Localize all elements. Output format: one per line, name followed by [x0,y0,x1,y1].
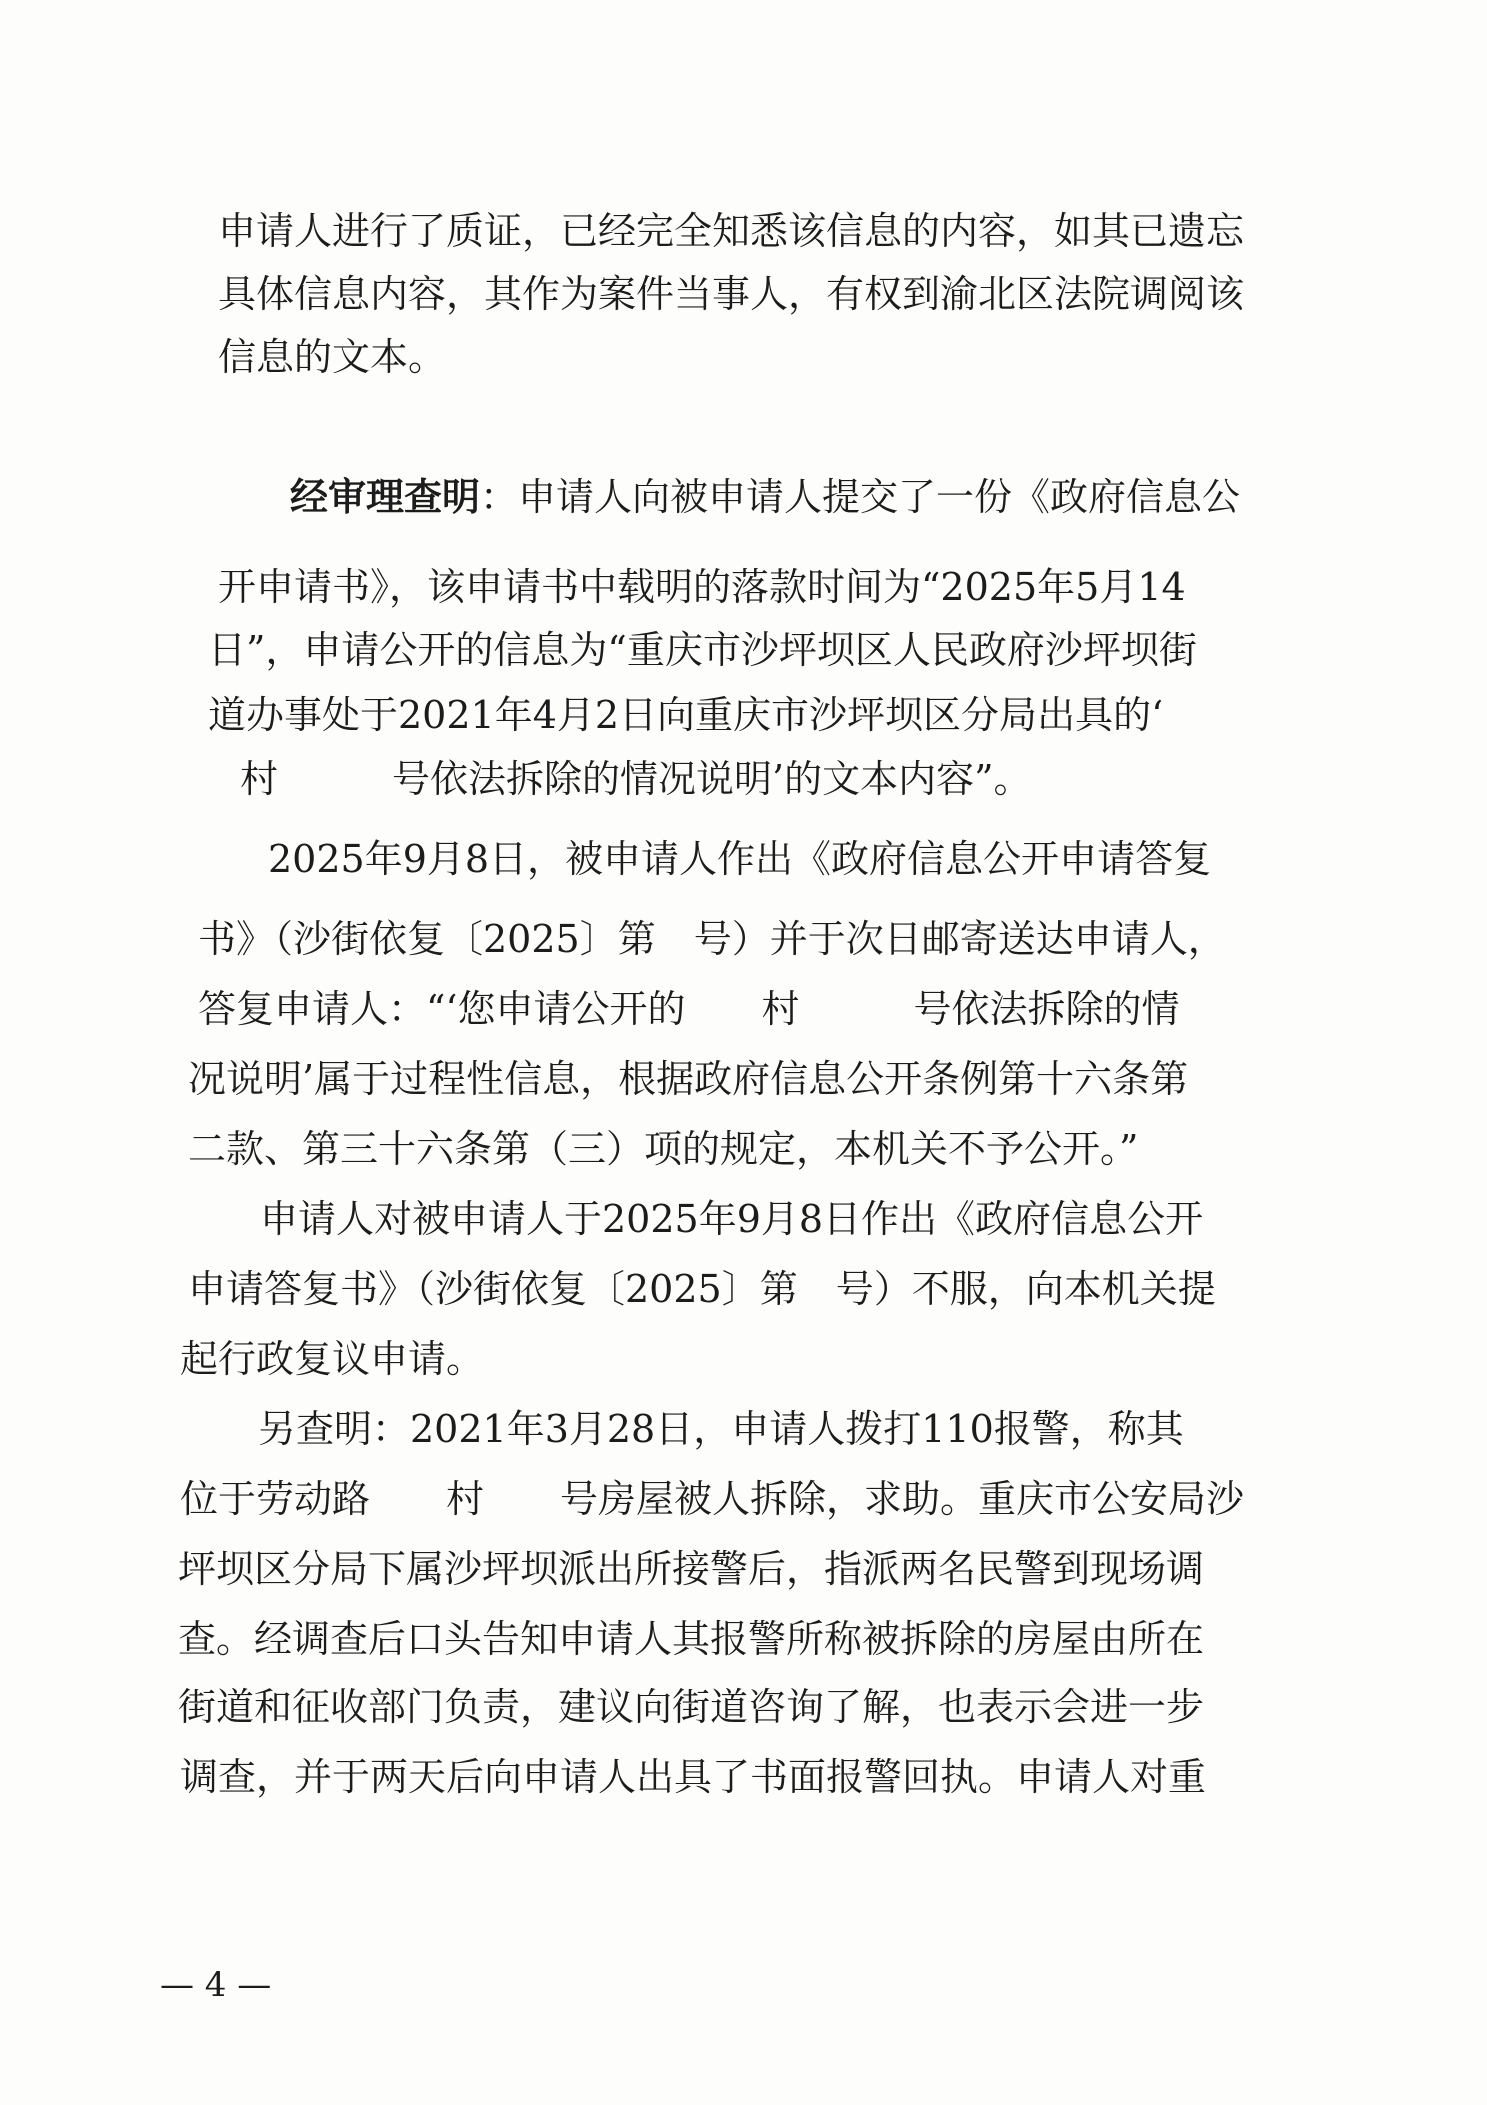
text-line-21: 街道和征收部门负责，建议向街道咨询了解，也表示会进一步 [178,1685,1205,1729]
text-line-17: 另查明：2021年3月28日，申请人拨打110报警，称其 [258,1407,1184,1451]
text-line-2: 具体信息内容，其作为案件当事人，有权到渝北区法院调阅该 [218,272,1245,316]
text-line-8: 村 号依法拆除的情况说明’的文本内容”。 [240,757,1032,801]
finding-label: 经审理查明 [290,474,481,519]
text-line-5: 开申请书》，该申请书中载明的落款时间为“2025年5月14 [218,565,1186,609]
text-line-11: 答复申请人：“‘您申请公开的 村 号依法拆除的情 [198,987,1180,1031]
text-line-12: 况说明’属于过程性信息，根据政府信息公开条例第十六条第 [188,1057,1189,1101]
text-line-4-body: ：申请人向被申请人提交了一份《政府信息公 [480,475,1241,519]
text-line-15: 申请答复书》（沙街依复〔2025〕第 号）不服，向本机关提 [188,1267,1216,1311]
text-line-22: 调查，并于两天后向申请人出具了书面报警回执。申请人对重 [180,1755,1207,1799]
text-line-10: 书》（沙街依复〔2025〕第 号）并于次日邮寄送达申请人， [198,917,1226,961]
page-number: — 4 — [160,1965,272,2005]
text-line-14: 申请人对被申请人于2025年9月8日作出《政府信息公开 [260,1197,1204,1241]
text-line-9: 2025年9月8日，被申请人作出《政府信息公开申请答复 [268,837,1212,881]
text-line-6: 日”，申请公开的信息为“重庆市沙坪坝区人民政府沙坪坝街 [208,628,1197,672]
text-line-7: 道办事处于2021年4月2日向重庆市沙坪坝区分局出具的‘ [208,693,1164,737]
text-line-3: 信息的文本。 [218,335,447,379]
text-line-20: 查。经调查后口头告知申请人其报警所称被拆除的房屋由所在 [178,1617,1205,1661]
text-line-4 [290,470,1240,524]
text-line-19: 坪坝区分局下属沙坪坝派出所接警后，指派两名民警到现场调 [178,1547,1205,1591]
text-line-16: 起行政复议申请。 [180,1337,485,1381]
text-line-13: 二款、第三十六条第（三）项的规定，本机关不予公开。” [188,1127,1139,1171]
text-line-1: 申请人进行了质证，已经完全知悉该信息的内容，如其已遗忘 [218,209,1245,253]
text-line-18: 位于劳动路 村 号房屋被人拆除，求助。重庆市公安局沙 [180,1477,1245,1521]
